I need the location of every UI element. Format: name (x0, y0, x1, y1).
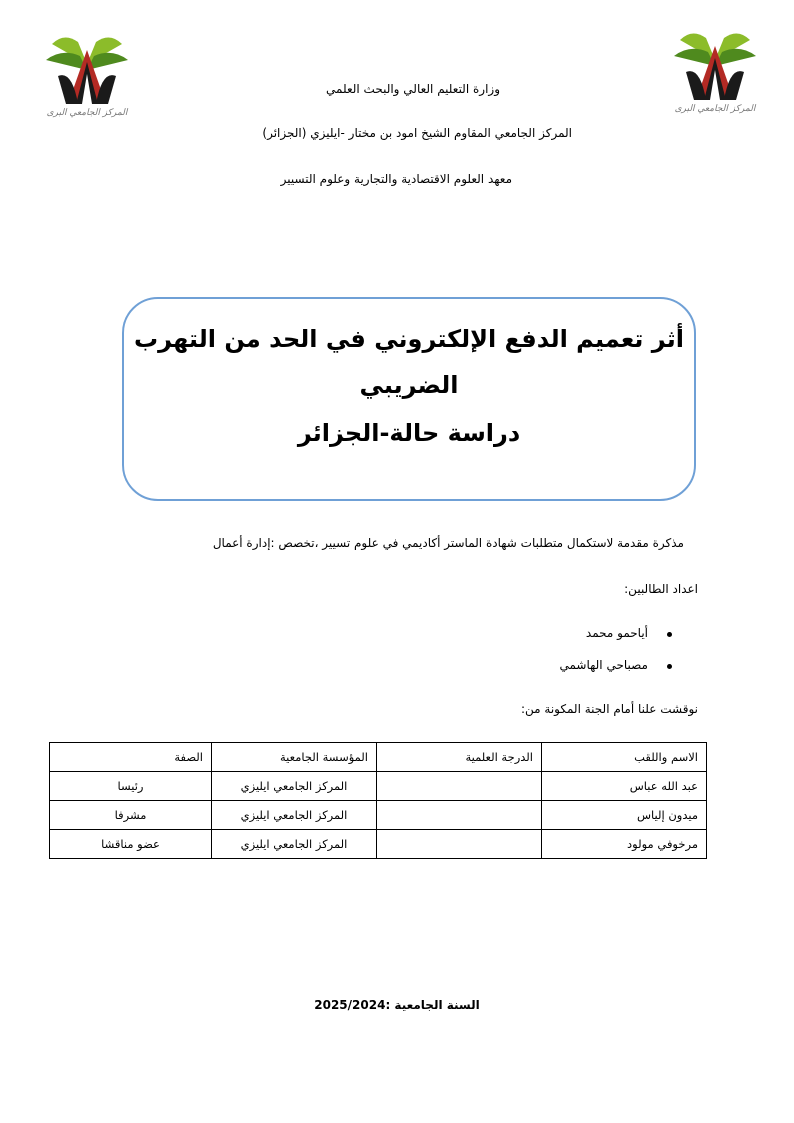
jury-intro: نوقشت علنا أمام الجنة المكونة من: (520, 702, 698, 716)
ministry-name: وزارة التعليم العالي والبحث العلمي (326, 82, 500, 96)
university-logo-right (672, 26, 758, 122)
table-row (50, 830, 707, 859)
jury-member-rank (377, 772, 542, 801)
title-box (122, 297, 696, 501)
jury-member-name: مرخوفي مولود (542, 830, 707, 859)
student-name: أياحمو محمد (585, 626, 648, 640)
logo-caption: المركز الجامعي البرى (674, 104, 756, 114)
header-name: الاسم واللقب (542, 743, 707, 772)
thesis-title-line-2: الضريبي (359, 371, 459, 399)
memo-description: مذكرة مقدمة لاستكمال متطلبات شهادة الماستر أكاديمي في علوم تسيير ،تخصص :إدارة أعمال (212, 536, 684, 550)
university-logo-left (44, 30, 130, 126)
jury-member-role: رئيسا (50, 772, 212, 801)
jury-member-institution: المركز الجامعي ايليزي (212, 772, 377, 801)
header-rank: الدرجة العلمية (377, 743, 542, 772)
header-institution: المؤسسة الجامعية (212, 743, 377, 772)
jury-member-rank (377, 801, 542, 830)
jury-member-role: مشرفا (50, 801, 212, 830)
students-label: اعداد الطالبين: (624, 582, 698, 596)
jury-member-name: عبد الله عباس (542, 772, 707, 801)
jury-member-institution: المركز الجامعي ايليزي (212, 830, 377, 859)
university-emblem-icon (672, 26, 758, 106)
university-name: المركز الجامعي المقاوم الشيخ امود بن مختار -ايليزي (الجزائر) (262, 126, 572, 140)
logo-caption: المركز الجامعي البرى (46, 108, 128, 118)
academic-year: السنة الجامعية :2025/2024 (314, 998, 480, 1012)
thesis-title-line-3: دراسة حالة-الجزائر (297, 419, 521, 447)
header-role: الصفة (50, 743, 212, 772)
university-emblem-icon (44, 30, 130, 110)
table-row (50, 801, 707, 830)
institute-name: معهد العلوم الاقتصادية والتجارية وعلوم التسيير (280, 172, 512, 186)
jury-member-institution: المركز الجامعي ايليزي (212, 801, 377, 830)
table-row (50, 772, 707, 801)
jury-member-rank (377, 830, 542, 859)
jury-member-name: ميدون إلياس (542, 801, 707, 830)
thesis-title-line-1: أثر تعميم الدفع الإلكتروني في الحد من التهرب (134, 325, 684, 353)
table-header-row (50, 743, 707, 772)
student-name: مصباحي الهاشمي (559, 658, 648, 672)
bullet-icon (667, 664, 672, 669)
jury-member-role: عضو مناقشا (50, 830, 212, 859)
bullet-icon (667, 632, 672, 637)
jury-table (49, 742, 707, 859)
